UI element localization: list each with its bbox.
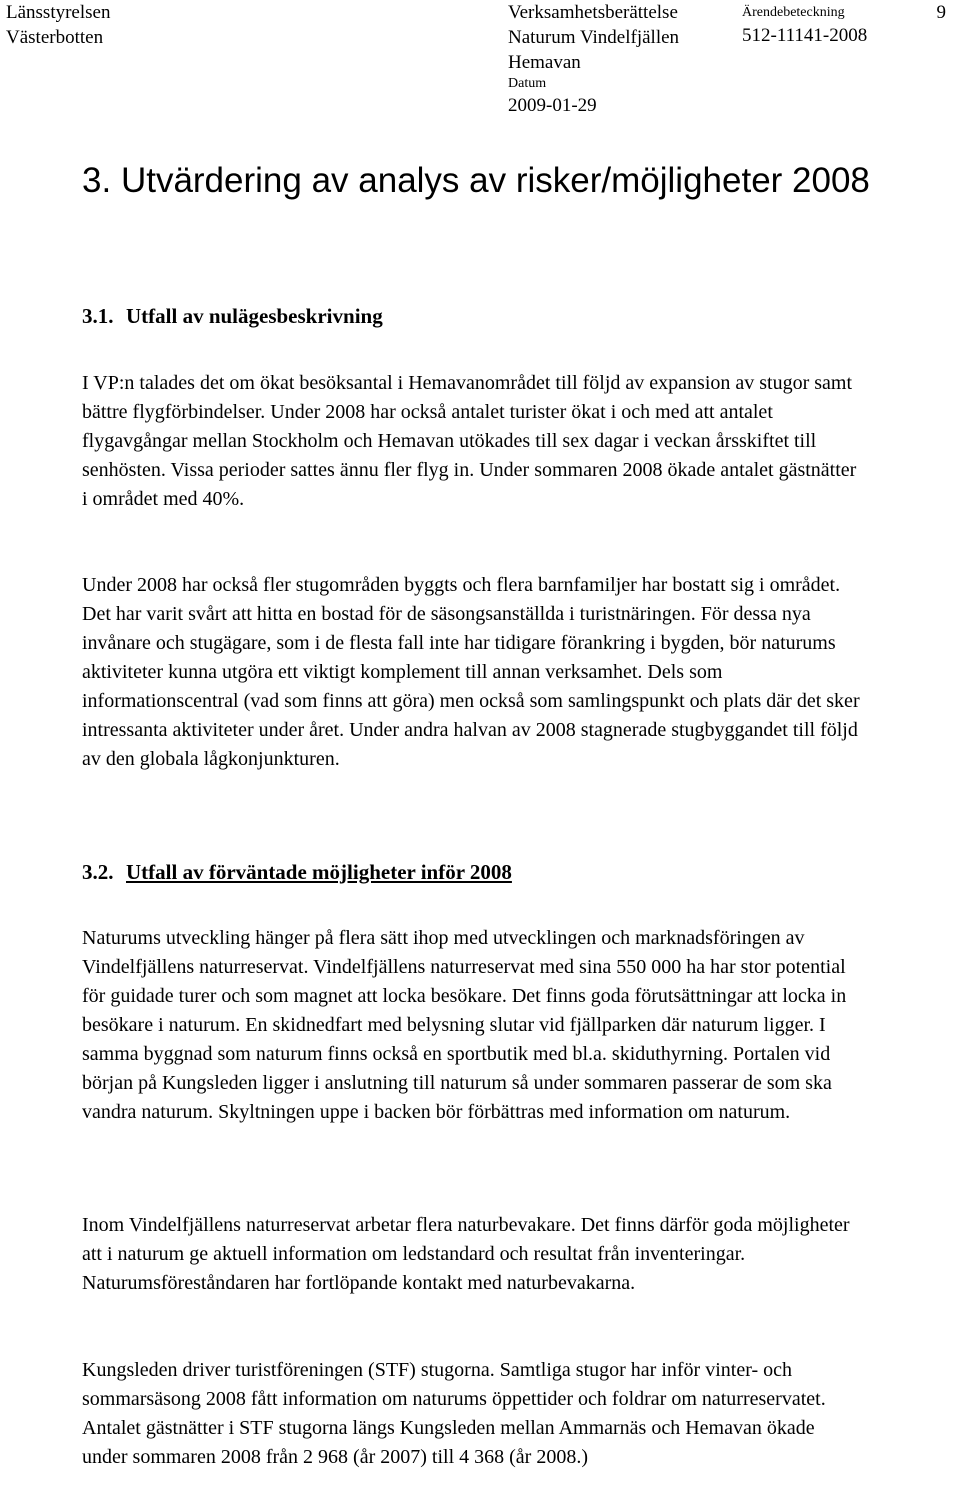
header-org-line1: Länsstyrelsen xyxy=(6,2,111,23)
paragraph: Kungsleden driver turistföreningen (STF) stugorna. Samtliga stugor har inför vinter- och sommarsäsong 2008 fått information om naturums öppettider och foldrar om naturreservatet. Antalet gästnätter i STF stugorna längs Kungsleden mellan Ammarnäs och Hemavan ökade under sommaren 2008 från 2 968 (år 2007) till 4 368 (år 2008.) xyxy=(82,1359,826,1468)
header-report-title: Verksamhetsberättelse xyxy=(508,2,678,23)
main-heading xyxy=(82,157,902,204)
section-heading-3-2 xyxy=(82,858,512,886)
header-case-number: 512-11141-2008 xyxy=(742,25,868,46)
paragraph: Naturums utveckling hänger på flera sätt ihop med utvecklingen och marknadsföringen av Vindelfjällens naturreservat. Vindelfjällens naturreservat med sina 550 000 ha har stor potential för guidade turer och som magnet att locka besökare. Det finns goda förutsättningar att locka in besökare i naturum. En skidnedfart med belysning slutar vid fjällparken där naturum ligger. I samma byggnad som naturum finns också en sportbutik med bl.a. skiduthyrning. Portalen vid början på Kungsleden ligger i anslutning till naturum så under sommaren passerar de som ska vandra naturum. Skyltningen uppe i backen bör förbättras med information om naturum. xyxy=(82,927,847,1123)
header-case xyxy=(742,0,867,48)
section-title: Utfall av förväntade möjligheter inför 2008 xyxy=(126,860,512,884)
header-case-label: Ärendebeteckning xyxy=(742,5,845,20)
header-organization xyxy=(6,0,110,50)
header-report-place: Hemavan xyxy=(508,52,581,73)
main-heading-number: 3. xyxy=(82,161,112,200)
header-date-label: Datum xyxy=(508,76,547,91)
header-org-line2: Västerbotten xyxy=(6,27,104,48)
section-number: 3.1. xyxy=(82,304,114,328)
paragraph: Inom Vindelfjällens naturreservat arbetar flera naturbevakare. Det finns därför goda möjligheter att i naturum ge aktuell information om ledstandard och resultat från inventeringar. Naturumsföreståndaren har fortlöpande kontakt med naturbevakarna. xyxy=(82,1214,850,1294)
section-heading-3-1 xyxy=(82,302,383,330)
paragraph: Under 2008 har också fler stugområden byggts och flera barnfamiljer har bostatt sig i området. Det har varit svårt att hitta en bostad för de säsongsanställda i turistnäringen. För dessa nya invånare och stugägare, som i de flesta fall inte har tidigare förankring i bygden, bör naturums aktiviteter kunna utgöra ett viktigt komplement till annan verksamhet. Dels som informationscentral (vad som finns att göra) men också som samlingspunkt och plats där det sker intressanta aktiviteter under året. Under andra halvan av 2008 stagnerade stugbyggandet till följd av den globala lågkonjunkturen. xyxy=(82,574,860,770)
section-title: Utfall av nulägesbeskrivning xyxy=(126,304,383,328)
paragraph: I VP:n talades det om ökat besöksantal i Hemavanområdet till följd av expansion av stugor samt bättre flygförbindelser. Under 2008 har också antalet turister ökat i och med att antalet flygavgångar mellan Stockholm och Hemavan utökades till sex dagar i veckan årsskiftet till senhösten. Vissa perioder sattes ännu fler flyg in. Under sommaren 2008 ökade antalet gästnätter i området med 40%. xyxy=(82,372,857,510)
header-report-unit: Naturum Vindelfjällen xyxy=(508,27,680,48)
page-number: 9 xyxy=(936,2,946,23)
header-date-value: 2009-01-29 xyxy=(508,95,597,116)
header-report xyxy=(508,0,679,118)
main-heading-text: Utvärdering av analys av risker/möjligheter 2008 xyxy=(120,161,870,200)
section-number: 3.2. xyxy=(82,860,114,884)
